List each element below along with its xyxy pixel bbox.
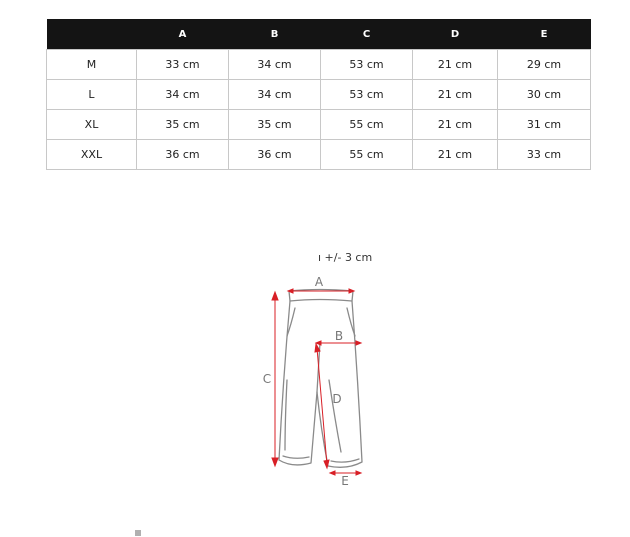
arrowhead-icon xyxy=(356,471,361,475)
pants-measurement-diagram xyxy=(255,270,385,492)
arrowhead-icon xyxy=(272,292,278,300)
table-cell: 34 cm xyxy=(229,80,321,110)
decorative-square xyxy=(135,530,141,536)
label-a: A xyxy=(314,275,324,289)
label-b: B xyxy=(334,329,344,343)
pants-outline xyxy=(279,290,362,468)
arrowhead-icon xyxy=(272,458,278,466)
table-cell: 55 cm xyxy=(321,110,413,140)
table-row xyxy=(47,110,591,140)
table-cell: 53 cm xyxy=(321,50,413,80)
size-cell: M xyxy=(47,50,137,80)
size-cell: XL xyxy=(47,110,137,140)
label-d: D xyxy=(332,392,342,406)
table-cell: 36 cm xyxy=(229,140,321,170)
label-c: C xyxy=(262,372,272,386)
header-cell-e: E xyxy=(498,19,591,50)
table-cell: 34 cm xyxy=(229,50,321,80)
right-hem xyxy=(331,459,359,462)
table-cell: 35 cm xyxy=(229,110,321,140)
table-cell: 33 cm xyxy=(137,50,229,80)
left-crease xyxy=(285,380,287,450)
table-header-row xyxy=(47,19,591,50)
header-cell-d: D xyxy=(413,19,498,50)
table-cell: 34 cm xyxy=(137,80,229,110)
table-cell: 35 cm xyxy=(137,110,229,140)
arrowhead-icon xyxy=(324,460,329,468)
table-cell: 21 cm xyxy=(413,140,498,170)
tolerance-note: ı +/- 3 cm xyxy=(318,251,373,264)
table-cell: 33 cm xyxy=(498,140,591,170)
arrowhead-icon xyxy=(330,471,335,475)
table-cell: 36 cm xyxy=(137,140,229,170)
table-cell: 55 cm xyxy=(321,140,413,170)
table-row xyxy=(47,140,591,170)
size-cell: L xyxy=(47,80,137,110)
left-hem xyxy=(283,456,309,458)
right-crease xyxy=(329,380,341,452)
table-cell: 21 cm xyxy=(413,80,498,110)
arrowhead-icon xyxy=(356,341,361,345)
header-cell-size xyxy=(47,19,137,50)
table-cell: 30 cm xyxy=(498,80,591,110)
table-cell: 21 cm xyxy=(413,110,498,140)
size-table xyxy=(46,19,591,170)
header-cell-c: C xyxy=(321,19,413,50)
table-cell: 53 cm xyxy=(321,80,413,110)
size-cell: XXL xyxy=(47,140,137,170)
label-e: E xyxy=(341,474,349,488)
table-cell: 21 cm xyxy=(413,50,498,80)
header-cell-a: A xyxy=(137,19,229,50)
header-cell-b: B xyxy=(229,19,321,50)
table-row xyxy=(47,80,591,110)
table-cell: 29 cm xyxy=(498,50,591,80)
table-row xyxy=(47,50,591,80)
table-cell: 31 cm xyxy=(498,110,591,140)
